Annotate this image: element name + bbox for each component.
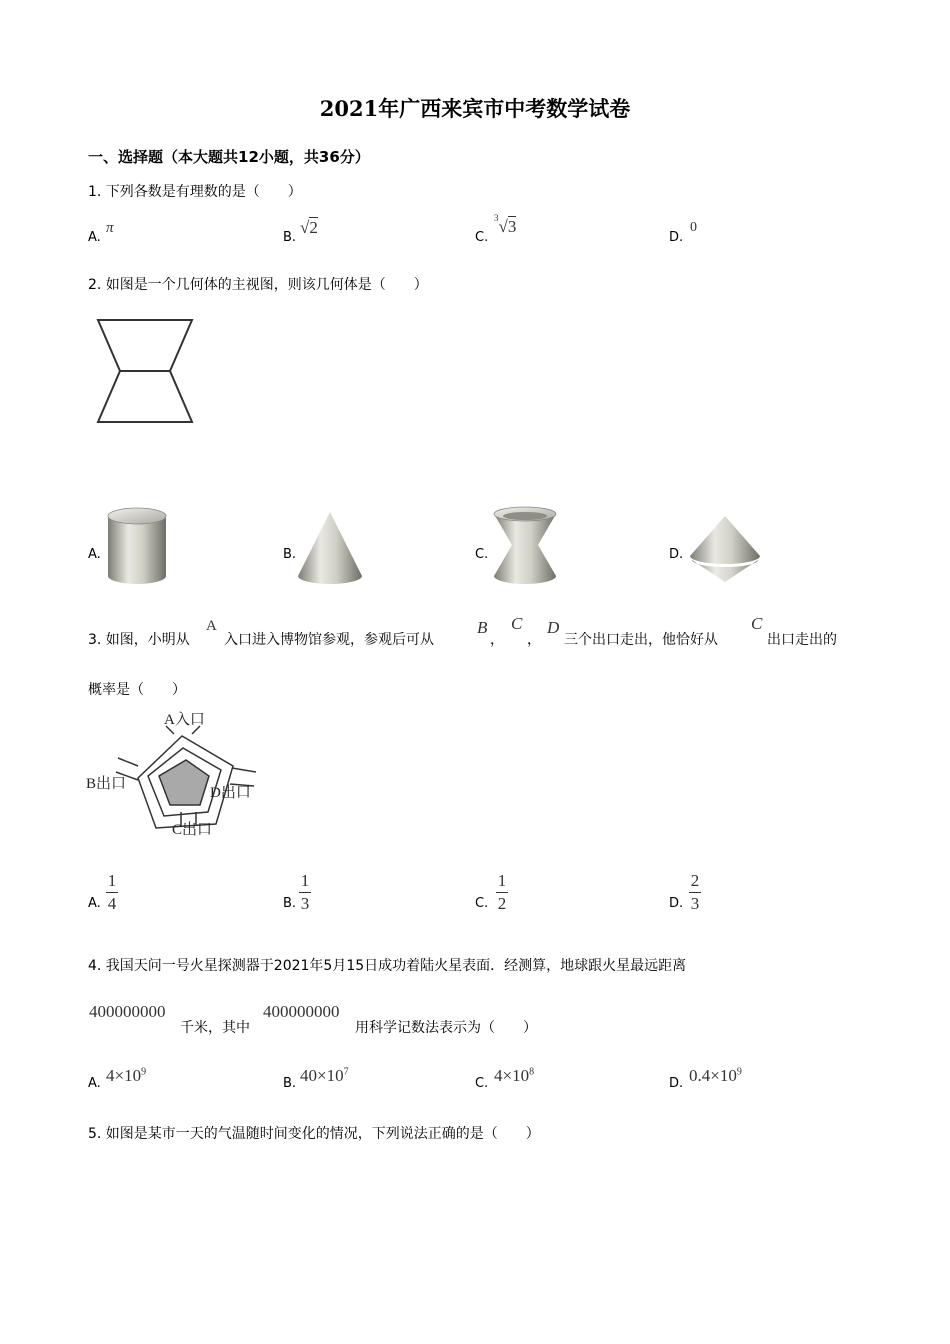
q4-b-exp: 7 <box>343 1066 349 1078</box>
q4-option-b[interactable] <box>300 1066 349 1086</box>
q4-label-d: D. <box>669 1076 684 1091</box>
q3-var-d: D <box>547 618 560 637</box>
q4-option-d[interactable] <box>689 1066 742 1086</box>
q4-label-c: C. <box>475 1076 489 1091</box>
q1-label-a: A. <box>88 230 101 245</box>
exit-d-label: D出口 <box>210 785 251 801</box>
double-cone-figure[interactable] <box>688 514 762 584</box>
q2-label-a: A. <box>88 547 101 562</box>
fraction-bar <box>106 892 118 893</box>
q1-b-radicand: 2 <box>309 218 318 237</box>
q3-d-den: 3 <box>690 894 700 913</box>
q3-option-b[interactable] <box>299 872 311 912</box>
q4-number-2: 400000000 <box>263 1002 340 1021</box>
q1-option-b[interactable] <box>300 218 318 238</box>
q1-option-a[interactable]: π <box>106 220 114 236</box>
q3-comma-2: ， <box>527 632 541 648</box>
cylinder-figure[interactable] <box>104 506 170 586</box>
fraction-bar <box>299 892 311 893</box>
q3-var-c: C <box>511 614 523 633</box>
q3-label-b: B. <box>283 896 297 911</box>
q3-stem-part1: 3. 如图，小明从 <box>88 632 190 648</box>
section-heading: 一、选择题（本大题共12小题，共36分） <box>88 148 370 166</box>
q3-label-d: D. <box>669 896 684 911</box>
q3-c-den: 2 <box>497 894 507 913</box>
q3-option-d[interactable] <box>689 872 701 912</box>
q1-option-d[interactable]: 0 <box>690 220 697 235</box>
q3-var-c2: C <box>751 614 763 633</box>
q3-stem-line2: 概率是（ ） <box>88 682 186 698</box>
exit-c-label: C出口 <box>172 822 213 838</box>
q3-option-a[interactable] <box>106 872 118 912</box>
entrance-a-label: A入口 <box>164 712 205 728</box>
q4-d-base: 0.4×10 <box>689 1066 737 1085</box>
q4-d-exp: 9 <box>736 1066 742 1078</box>
q3-c-num: 1 <box>497 871 507 890</box>
q2-label-c: C. <box>475 547 489 562</box>
q4-c-base: 4×10 <box>494 1066 530 1085</box>
q1-label-c: C. <box>475 230 489 245</box>
q3-comma-1: ， <box>490 632 504 648</box>
fraction-bar <box>689 892 701 893</box>
double-frustum-figure[interactable] <box>492 504 558 586</box>
q3-a-num: 1 <box>107 871 117 890</box>
cone-figure[interactable] <box>296 510 364 586</box>
q4-option-c[interactable] <box>494 1066 534 1086</box>
q3-label-c: C. <box>475 896 489 911</box>
q3-stem-part3: 三个出口走出，他恰好从 <box>564 632 718 648</box>
q4-mid-2: 用科学记数法表示为（ ） <box>355 1020 537 1036</box>
q4-b-base: 40×10 <box>300 1066 344 1085</box>
q2-front-view-figure <box>96 318 196 424</box>
q4-label-b: B. <box>283 1076 297 1091</box>
sqrt-sign: √ <box>498 217 508 236</box>
q3-var-a: A <box>206 618 217 634</box>
q2-label-d: D. <box>669 547 684 562</box>
q4-stem-line1: 4. 我国天问一号火星探测器于2021年5月15日成功着陆火星表面．经测算，地球跟火星最远距离 <box>88 958 687 974</box>
q2-stem: 2. 如图是一个几何体的主视图，则该几何体是（ ） <box>88 277 428 293</box>
page-title: 2021年广西来宾市中考数学试卷 <box>319 96 631 121</box>
museum-map-figure <box>86 708 271 838</box>
q4-a-exp: 9 <box>141 1066 147 1078</box>
q4-c-exp: 8 <box>529 1066 535 1078</box>
q1-c-index: 3 <box>494 213 499 224</box>
q1-label-d: D. <box>669 230 684 245</box>
q1-stem: 1. 下列各数是有理数的是（ ） <box>88 184 302 200</box>
q3-option-c[interactable] <box>496 872 508 912</box>
q3-d-num: 2 <box>690 871 700 890</box>
q4-mid-1: 千米，其中 <box>180 1020 250 1036</box>
q3-a-den: 4 <box>107 894 117 913</box>
q2-label-b: B. <box>283 547 297 562</box>
q4-number-1: 400000000 <box>89 1002 166 1021</box>
q4-option-a[interactable] <box>106 1066 146 1086</box>
q5-stem: 5. 如图是某市一天的气温随时间变化的情况，下列说法正确的是（ ） <box>88 1126 540 1142</box>
exit-b-label: B出口 <box>86 776 127 792</box>
fraction-bar <box>496 892 508 893</box>
q1-c-radicand: 3 <box>507 217 517 236</box>
q1-option-c[interactable] <box>494 213 517 237</box>
q3-b-num: 1 <box>300 871 310 890</box>
q3-label-a: A. <box>88 896 101 911</box>
q3-var-b: B <box>477 618 488 637</box>
q3-stem-part4: 出口走出的 <box>767 632 837 648</box>
q4-label-a: A. <box>88 1076 101 1091</box>
q1-label-b: B. <box>283 230 297 245</box>
q3-b-den: 3 <box>300 894 310 913</box>
sqrt-sign: √ <box>300 218 310 237</box>
q3-stem-part2: 入口进入博物馆参观，参观后可从 <box>224 632 434 648</box>
q4-a-base: 4×10 <box>106 1066 142 1085</box>
